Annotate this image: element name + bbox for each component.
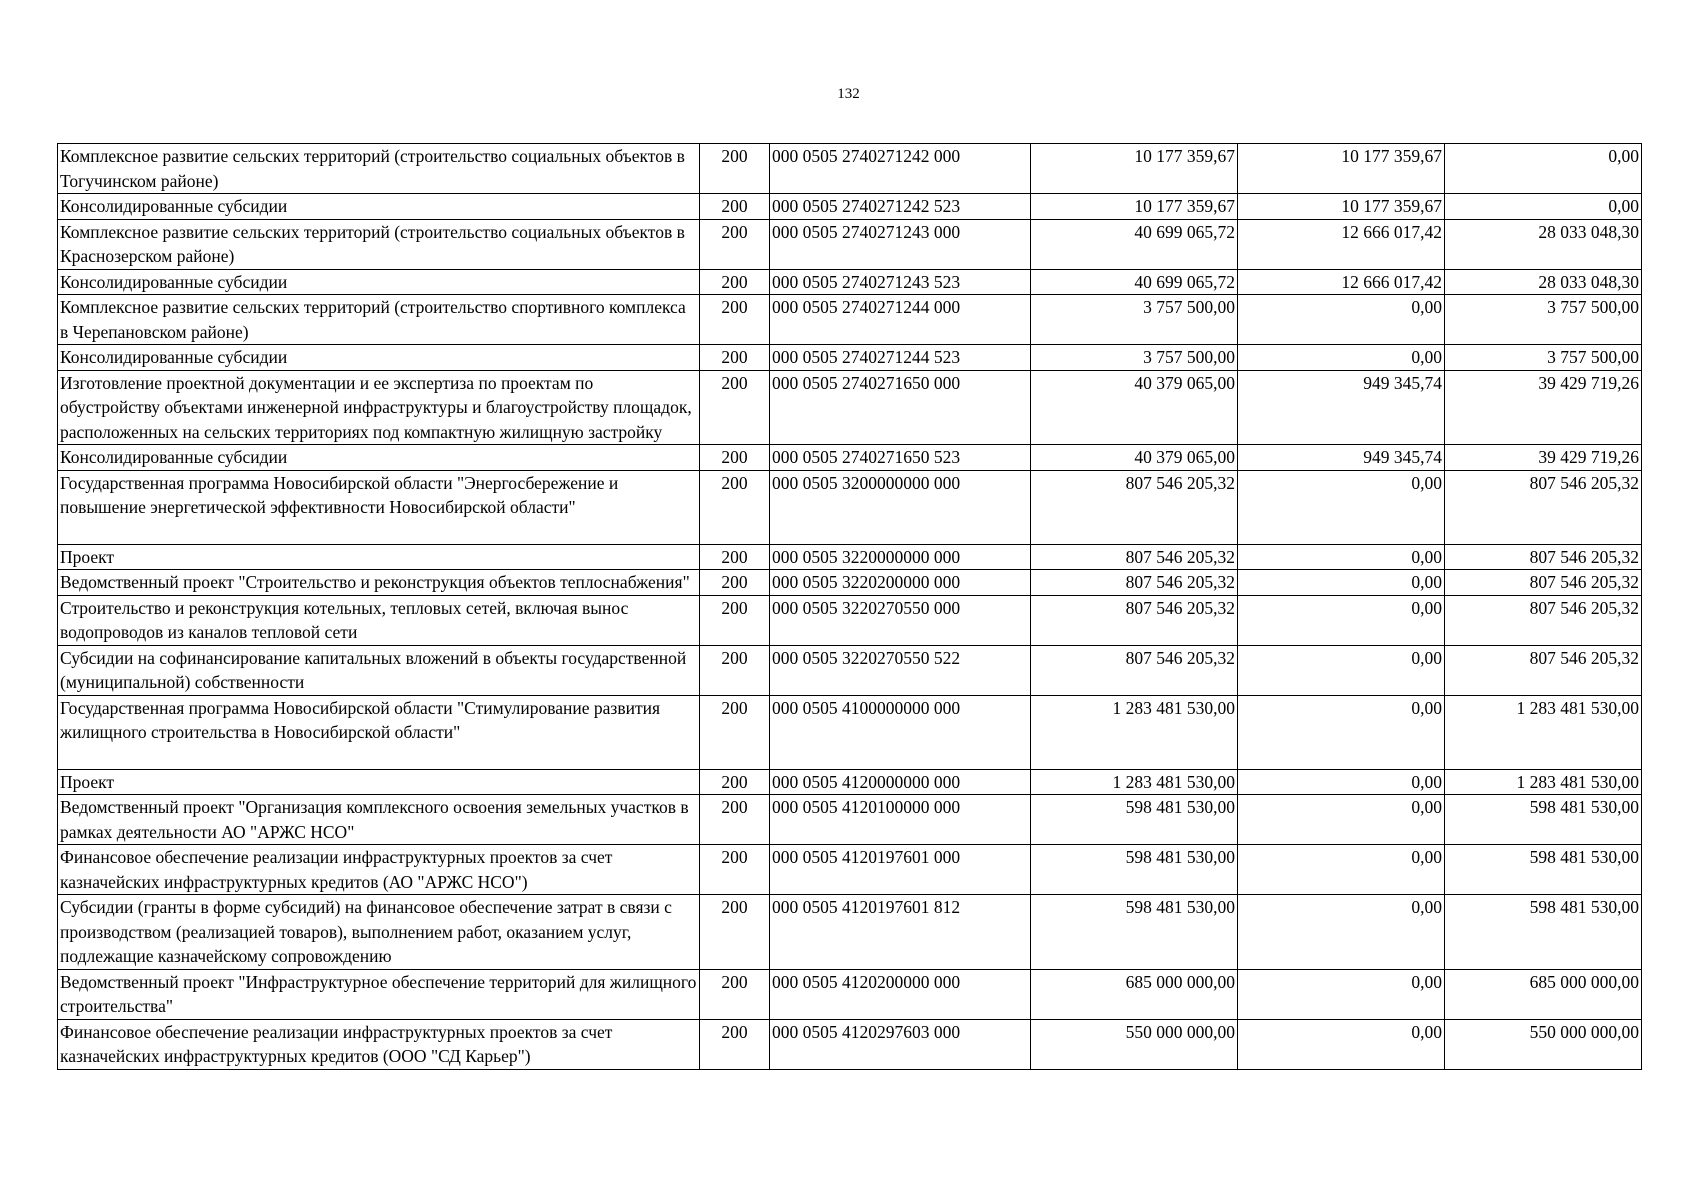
row-name: Ведомственный проект "Строительство и реконструкция объектов теплоснабжения" xyxy=(58,570,700,596)
row-admin-code: 200 xyxy=(700,1019,770,1069)
row-classification-code: 000 0505 3220270550 522 xyxy=(770,645,1031,695)
row-classification-code: 000 0505 2740271243 000 xyxy=(770,219,1031,269)
row-classification-code: 000 0505 4100000000 000 xyxy=(770,695,1031,769)
table-row xyxy=(58,470,1642,544)
row-executed: 949 345,74 xyxy=(1238,445,1445,471)
table-row xyxy=(58,144,1642,194)
row-admin-code: 200 xyxy=(700,795,770,845)
row-approved: 40 699 065,72 xyxy=(1031,219,1238,269)
row-approved: 1 283 481 530,00 xyxy=(1031,769,1238,795)
row-remaining: 685 000 000,00 xyxy=(1445,969,1642,1019)
table-row xyxy=(58,194,1642,220)
row-approved: 598 481 530,00 xyxy=(1031,795,1238,845)
row-admin-code: 200 xyxy=(700,295,770,345)
row-admin-code: 200 xyxy=(700,969,770,1019)
row-name: Финансовое обеспечение реализации инфраструктурных проектов за счет казначейских инфраструктурных кредитов (АО "АРЖС НСО") xyxy=(58,845,700,895)
row-remaining: 598 481 530,00 xyxy=(1445,895,1642,970)
row-admin-code: 200 xyxy=(700,194,770,220)
row-approved: 807 546 205,32 xyxy=(1031,470,1238,544)
row-name: Субсидии (гранты в форме субсидий) на финансовое обеспечение затрат в связи с производством (реализацией товаров), выполнением работ, оказанием услуг, подлежащие казначейскому сопровождению xyxy=(58,895,700,970)
row-approved: 685 000 000,00 xyxy=(1031,969,1238,1019)
row-name: Субсидии на софинансирование капитальных вложений в объекты государственной (муниципальной) собственности xyxy=(58,645,700,695)
table-row xyxy=(58,969,1642,1019)
row-name: Строительство и реконструкция котельных, тепловых сетей, включая вынос водопроводов из каналов тепловой сети xyxy=(58,595,700,645)
row-executed: 0,00 xyxy=(1238,845,1445,895)
row-admin-code: 200 xyxy=(700,570,770,596)
row-executed: 0,00 xyxy=(1238,470,1445,544)
row-executed: 0,00 xyxy=(1238,645,1445,695)
row-name: Комплексное развитие сельских территорий (строительство социальных объектов в Краснозерском районе) xyxy=(58,219,700,269)
row-admin-code: 200 xyxy=(700,695,770,769)
row-approved: 807 546 205,32 xyxy=(1031,595,1238,645)
row-remaining: 39 429 719,26 xyxy=(1445,445,1642,471)
page-number: 132 xyxy=(837,86,860,102)
table-row xyxy=(58,895,1642,970)
row-approved: 40 379 065,00 xyxy=(1031,370,1238,445)
row-name: Консолидированные субсидии xyxy=(58,194,700,220)
row-classification-code: 000 0505 2740271242 523 xyxy=(770,194,1031,220)
row-executed: 10 177 359,67 xyxy=(1238,144,1445,194)
row-name: Государственная программа Новосибирской области "Стимулирование развития жилищного строительства в Новосибирской области" xyxy=(58,695,700,769)
row-classification-code: 000 0505 4120100000 000 xyxy=(770,795,1031,845)
row-name: Консолидированные субсидии xyxy=(58,345,700,371)
row-classification-code: 000 0505 2740271650 523 xyxy=(770,445,1031,471)
row-classification-code: 000 0505 3220200000 000 xyxy=(770,570,1031,596)
row-classification-code: 000 0505 4120200000 000 xyxy=(770,969,1031,1019)
row-admin-code: 200 xyxy=(700,144,770,194)
row-remaining: 807 546 205,32 xyxy=(1445,645,1642,695)
row-classification-code: 000 0505 4120297603 000 xyxy=(770,1019,1031,1069)
row-admin-code: 200 xyxy=(700,345,770,371)
row-classification-code: 000 0505 4120197601 812 xyxy=(770,895,1031,970)
row-executed: 12 666 017,42 xyxy=(1238,219,1445,269)
table-row xyxy=(58,445,1642,471)
row-executed: 949 345,74 xyxy=(1238,370,1445,445)
row-admin-code: 200 xyxy=(700,370,770,445)
row-approved: 807 546 205,32 xyxy=(1031,645,1238,695)
table-row xyxy=(58,769,1642,795)
row-classification-code: 000 0505 4120000000 000 xyxy=(770,769,1031,795)
row-approved: 3 757 500,00 xyxy=(1031,345,1238,371)
table-row xyxy=(58,795,1642,845)
row-approved: 598 481 530,00 xyxy=(1031,845,1238,895)
row-name: Изготовление проектной документации и ее экспертиза по проектам по обустройству объектами инженерной инфраструктуры и благоустройству площадок, расположенных на сельских территориях под компактную жилищную застройку xyxy=(58,370,700,445)
row-classification-code: 000 0505 2740271244 523 xyxy=(770,345,1031,371)
row-approved: 3 757 500,00 xyxy=(1031,295,1238,345)
row-remaining: 0,00 xyxy=(1445,144,1642,194)
row-executed: 0,00 xyxy=(1238,544,1445,570)
row-approved: 550 000 000,00 xyxy=(1031,1019,1238,1069)
row-name: Ведомственный проект "Инфраструктурное обеспечение территорий для жилищного строительства" xyxy=(58,969,700,1019)
row-admin-code: 200 xyxy=(700,595,770,645)
row-classification-code: 000 0505 2740271650 000 xyxy=(770,370,1031,445)
row-executed: 0,00 xyxy=(1238,570,1445,596)
row-executed: 0,00 xyxy=(1238,795,1445,845)
row-classification-code: 000 0505 2740271243 523 xyxy=(770,269,1031,295)
row-admin-code: 200 xyxy=(700,219,770,269)
table-row xyxy=(58,645,1642,695)
table-row xyxy=(58,595,1642,645)
table-row xyxy=(58,570,1642,596)
row-remaining: 3 757 500,00 xyxy=(1445,295,1642,345)
row-classification-code: 000 0505 2740271244 000 xyxy=(770,295,1031,345)
row-executed: 0,00 xyxy=(1238,969,1445,1019)
row-remaining: 550 000 000,00 xyxy=(1445,1019,1642,1069)
row-remaining: 39 429 719,26 xyxy=(1445,370,1642,445)
table-row xyxy=(58,295,1642,345)
row-executed: 0,00 xyxy=(1238,595,1445,645)
row-classification-code: 000 0505 4120197601 000 xyxy=(770,845,1031,895)
row-remaining: 807 546 205,32 xyxy=(1445,570,1642,596)
table-row xyxy=(58,845,1642,895)
row-admin-code: 200 xyxy=(700,445,770,471)
row-admin-code: 200 xyxy=(700,544,770,570)
row-executed: 12 666 017,42 xyxy=(1238,269,1445,295)
row-remaining: 3 757 500,00 xyxy=(1445,345,1642,371)
table-row xyxy=(58,1019,1642,1069)
row-executed: 0,00 xyxy=(1238,295,1445,345)
row-executed: 0,00 xyxy=(1238,345,1445,371)
row-approved: 40 379 065,00 xyxy=(1031,445,1238,471)
row-name: Консолидированные субсидии xyxy=(58,269,700,295)
row-classification-code: 000 0505 2740271242 000 xyxy=(770,144,1031,194)
table-row xyxy=(58,219,1642,269)
row-name: Ведомственный проект "Организация комплексного освоения земельных участков в рамках деятельности АО "АРЖС НСО" xyxy=(58,795,700,845)
row-approved: 807 546 205,32 xyxy=(1031,570,1238,596)
row-remaining: 28 033 048,30 xyxy=(1445,269,1642,295)
row-name: Проект xyxy=(58,769,700,795)
row-approved: 1 283 481 530,00 xyxy=(1031,695,1238,769)
row-approved: 40 699 065,72 xyxy=(1031,269,1238,295)
row-name: Государственная программа Новосибирской области "Энергосбережение и повышение энергетической эффективности Новосибирской области" xyxy=(58,470,700,544)
row-name: Комплексное развитие сельских территорий (строительство социальных объектов в Тогучинском районе) xyxy=(58,144,700,194)
row-remaining: 1 283 481 530,00 xyxy=(1445,695,1642,769)
table-row xyxy=(58,370,1642,445)
row-executed: 10 177 359,67 xyxy=(1238,194,1445,220)
row-name: Консолидированные субсидии xyxy=(58,445,700,471)
row-name: Комплексное развитие сельских территорий (строительство спортивного комплекса в Черепановском районе) xyxy=(58,295,700,345)
row-admin-code: 200 xyxy=(700,269,770,295)
row-name: Проект xyxy=(58,544,700,570)
row-admin-code: 200 xyxy=(700,769,770,795)
row-executed: 0,00 xyxy=(1238,895,1445,970)
row-remaining: 0,00 xyxy=(1445,194,1642,220)
row-admin-code: 200 xyxy=(700,470,770,544)
row-approved: 10 177 359,67 xyxy=(1031,194,1238,220)
row-remaining: 598 481 530,00 xyxy=(1445,845,1642,895)
row-remaining: 598 481 530,00 xyxy=(1445,795,1642,845)
row-admin-code: 200 xyxy=(700,895,770,970)
row-classification-code: 000 0505 3220270550 000 xyxy=(770,595,1031,645)
row-admin-code: 200 xyxy=(700,845,770,895)
row-approved: 807 546 205,32 xyxy=(1031,544,1238,570)
row-approved: 10 177 359,67 xyxy=(1031,144,1238,194)
table-row xyxy=(58,345,1642,371)
table-row xyxy=(58,544,1642,570)
table-row xyxy=(58,695,1642,769)
table-row xyxy=(58,269,1642,295)
row-admin-code: 200 xyxy=(700,645,770,695)
row-remaining: 807 546 205,32 xyxy=(1445,470,1642,544)
row-executed: 0,00 xyxy=(1238,769,1445,795)
budget-table xyxy=(57,143,1642,1070)
row-executed: 0,00 xyxy=(1238,1019,1445,1069)
row-remaining: 1 283 481 530,00 xyxy=(1445,769,1642,795)
row-executed: 0,00 xyxy=(1238,695,1445,769)
row-remaining: 28 033 048,30 xyxy=(1445,219,1642,269)
row-name: Финансовое обеспечение реализации инфраструктурных проектов за счет казначейских инфраструктурных кредитов (ООО "СД Карьер") xyxy=(58,1019,700,1069)
row-classification-code: 000 0505 3200000000 000 xyxy=(770,470,1031,544)
row-remaining: 807 546 205,32 xyxy=(1445,595,1642,645)
row-remaining: 807 546 205,32 xyxy=(1445,544,1642,570)
row-classification-code: 000 0505 3220000000 000 xyxy=(770,544,1031,570)
row-approved: 598 481 530,00 xyxy=(1031,895,1238,970)
